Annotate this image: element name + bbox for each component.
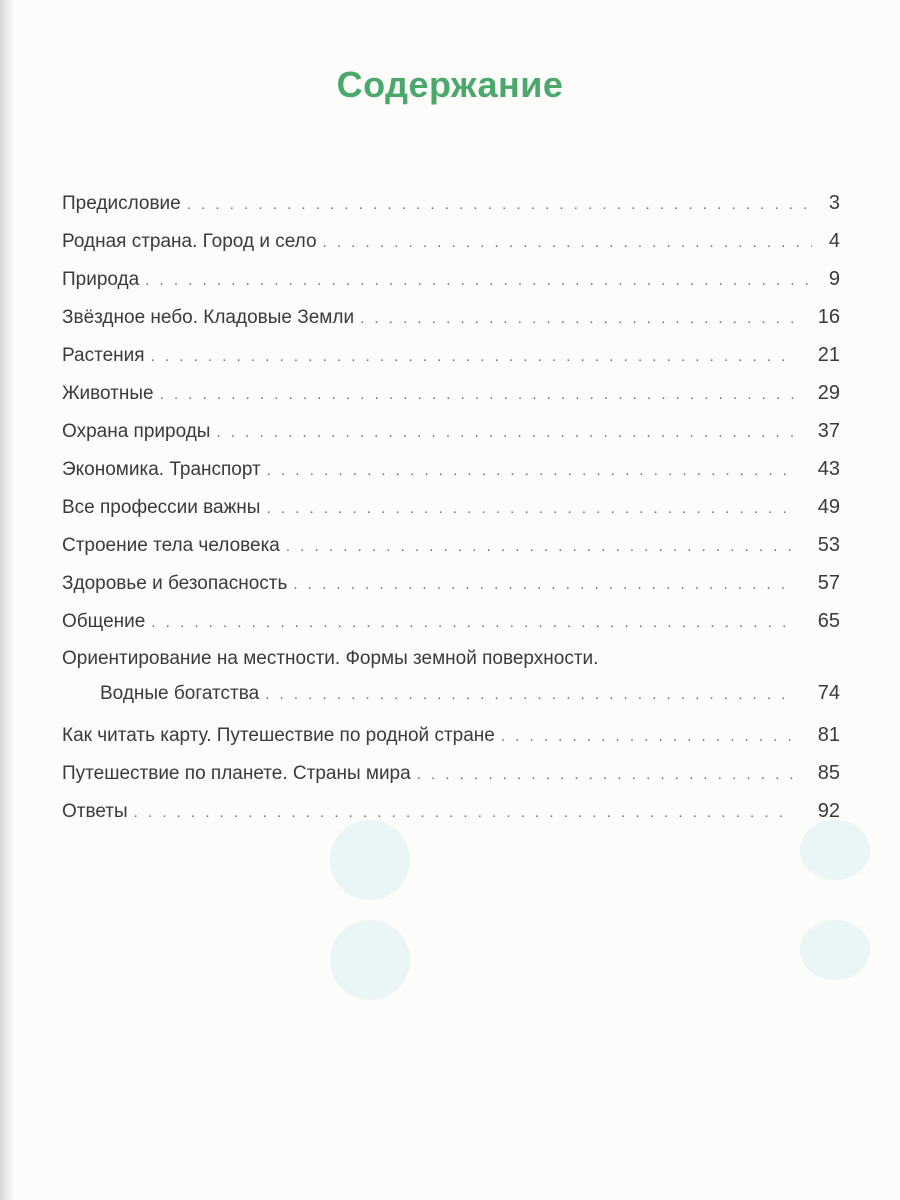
dot-leader [134, 801, 794, 825]
toc-entry-title: Все профессии важны [62, 497, 261, 518]
toc-entry-title: Как читать карту. Путешествие по родной стране [62, 725, 495, 746]
toc-page-number: 53 [817, 534, 840, 556]
toc-page-number: 65 [817, 610, 840, 632]
dot-leader [265, 683, 794, 707]
toc-entry-title: Общение [62, 611, 146, 632]
toc-entry[interactable] [62, 567, 840, 605]
dot-leader [187, 193, 812, 217]
toc-entry-title: Предисловие [62, 193, 181, 214]
toc-entry-title: Ориентирование на местности. Формы земной поверхности. [62, 648, 599, 669]
toc-entry[interactable] [62, 377, 840, 415]
toc-page-number: 21 [817, 344, 840, 366]
dot-leader [216, 421, 794, 445]
dot-leader [151, 611, 794, 635]
toc-entry[interactable] [62, 453, 840, 491]
toc-entry-title: Строение тела человека [62, 535, 280, 556]
toc-entry-title: Звёздное небо. Кладовые Земли [62, 307, 355, 328]
toc-entry[interactable] [62, 795, 840, 833]
toc-page-number: 85 [817, 762, 840, 784]
dot-leader [151, 345, 794, 369]
toc-page-number: 57 [817, 572, 840, 594]
toc-entry-continuation [62, 671, 840, 709]
toc-page-number: 9 [828, 268, 840, 290]
toc-entry[interactable] [62, 605, 840, 643]
toc-entry[interactable] [62, 263, 840, 301]
toc-page-number: 37 [817, 420, 840, 442]
toc-entry[interactable] [62, 757, 840, 795]
toc-entry-title: Здоровье и безопасность [62, 573, 288, 594]
toc-entry-title: Растения [62, 345, 145, 366]
dot-leader [323, 231, 812, 255]
toc-entry[interactable] [62, 719, 840, 757]
dot-leader [501, 725, 794, 749]
toc-page-number: 92 [817, 800, 840, 822]
toc-entry-title: Охрана природы [62, 421, 211, 442]
dot-leader [417, 763, 794, 787]
toc-entry-title: Родная страна. Город и село [62, 231, 317, 252]
dot-leader [266, 497, 794, 521]
toc-entry[interactable] [62, 187, 840, 225]
show-through-shape [800, 920, 870, 980]
toc-page-number: 4 [828, 230, 840, 252]
toc-page-number: 29 [817, 382, 840, 404]
toc-entry[interactable] [62, 491, 840, 529]
toc-entry[interactable] [62, 339, 840, 377]
dot-leader [293, 573, 794, 597]
dot-leader [145, 269, 812, 293]
toc-entry-title-continued: Водные богатства [100, 683, 260, 704]
page-title: Содержание [336, 64, 564, 106]
toc-entry[interactable] [62, 301, 840, 339]
toc-entry-title: Природа [62, 269, 140, 290]
toc-entry-title: Путешествие по планете. Страны мира [62, 763, 411, 784]
table-of-contents [62, 187, 840, 833]
toc-page-number: 49 [817, 496, 840, 518]
dot-leader [160, 383, 794, 407]
toc-entry[interactable] [62, 225, 840, 263]
dot-leader [267, 459, 794, 483]
toc-page-number: 16 [817, 306, 840, 328]
toc-entry-title: Ответы [62, 801, 128, 822]
toc-page-number: 3 [828, 192, 840, 214]
toc-page-number: 43 [817, 458, 840, 480]
toc-entry[interactable] [62, 529, 840, 567]
show-through-shape [330, 920, 410, 1000]
toc-entry-title: Экономика. Транспорт [62, 459, 261, 480]
toc-entry[interactable] [62, 415, 840, 453]
toc-entry[interactable] [62, 643, 840, 719]
dot-leader [286, 535, 794, 559]
page-binding-edge [0, 0, 14, 1200]
toc-page-number: 74 [817, 682, 840, 704]
toc-entry-title: Животные [62, 383, 154, 404]
dot-leader [360, 307, 794, 331]
toc-page-number: 81 [817, 724, 840, 746]
